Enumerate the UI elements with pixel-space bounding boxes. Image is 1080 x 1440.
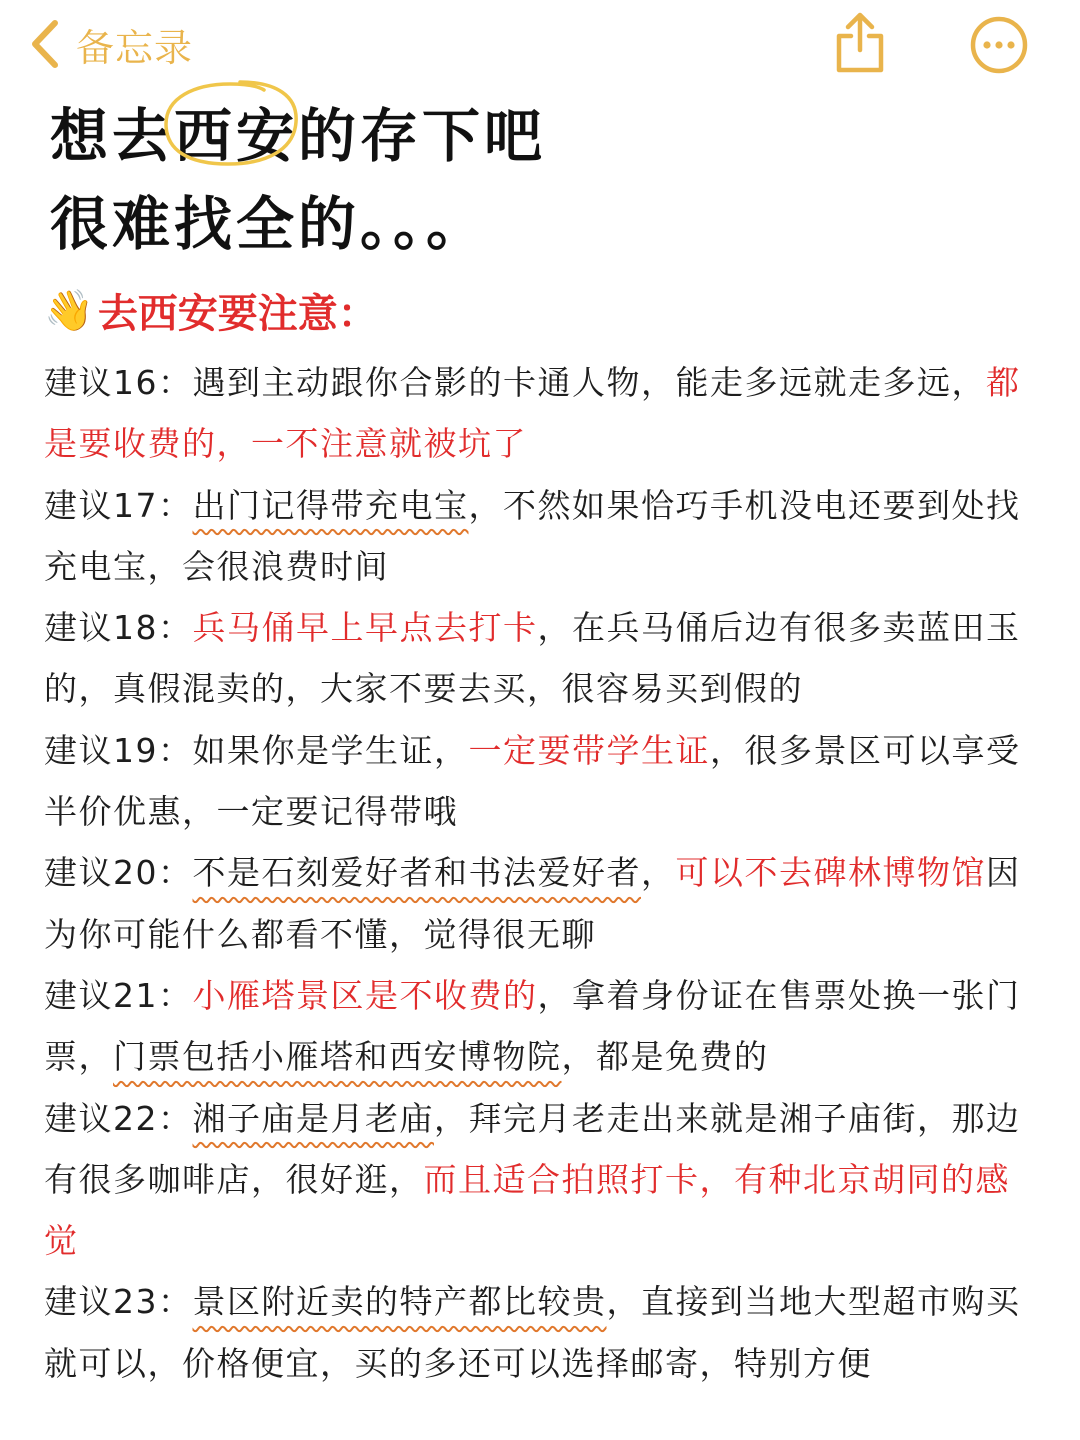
tip-label: 建议17：: [44, 485, 193, 525]
tip-highlight-red: 都是要收费的，一不注意就被坑了: [44, 363, 1021, 464]
tip-item: [44, 720, 1044, 843]
tip-highlight-underline: 不是石刻爱好者和书法爱好者: [192, 853, 641, 893]
tip-item: [44, 352, 1044, 475]
back-label: 备忘录: [76, 25, 194, 70]
tip-item: [44, 965, 1044, 1088]
tip-item: [44, 597, 1044, 720]
tip-text: ，在兵马俑后边有很多卖蓝田玉的，真假混卖的，大家不要去买，很容易买到假的: [44, 608, 1021, 709]
tip-highlight-underline: 门票包括小雁塔和西安博物院: [113, 1037, 562, 1077]
tip-text: ，拜完月老走出来就是湘子庙街，那边有很多咖啡店，很好逛，: [44, 1098, 1021, 1199]
more-icon: [968, 14, 1030, 76]
title-line-2: 很难找全的。。。: [50, 190, 489, 258]
section-heading: [44, 278, 378, 342]
share-icon: [830, 10, 890, 76]
tip-text: ，不然如果恰巧手机没电还要到处找充电宝，会很浪费时间: [44, 485, 1021, 586]
tip-highlight-underline: 出门记得带充电宝: [192, 485, 469, 525]
tip-text: ，拿着身份证在售票处换一张门票，: [44, 975, 1021, 1077]
section-heading-text: 去西安要注意：: [97, 290, 378, 337]
tips-list: [44, 352, 1044, 1394]
tip-highlight-red: 兵马俑早上早点去打卡: [192, 608, 538, 648]
tip-text: 如果你是学生证，: [192, 730, 469, 770]
tip-highlight-red: 小雁塔景区是不收费的: [192, 975, 538, 1015]
tip-label: 建议20：: [44, 853, 193, 893]
chevron-left-icon: [28, 19, 62, 69]
waving-hand-icon: 👋: [44, 287, 94, 334]
share-button[interactable]: [830, 10, 890, 76]
tip-text: ，直接到当地大型超市购买就可以，价格便宜，买的多还可以选择邮寄，特别方便: [44, 1282, 1021, 1383]
tip-label: 建议18：: [44, 608, 193, 648]
tip-label: 建议16：: [44, 363, 193, 402]
tip-item: [44, 842, 1044, 965]
tip-highlight-underline: 湘子庙是月老庙: [192, 1098, 434, 1138]
tip-item: [44, 1271, 1044, 1394]
tip-item: [44, 475, 1044, 598]
tip-label: 建议22：: [44, 1098, 193, 1138]
back-button[interactable]: [28, 14, 193, 74]
tip-text: ，: [641, 853, 676, 893]
tip-text: 因为你可能什么都看不懂，觉得很无聊: [44, 853, 1021, 954]
tip-item: [44, 1088, 1044, 1272]
tip-label: 建议23：: [44, 1282, 193, 1322]
tip-text: 遇到主动跟你合影的卡通人物，能走多远就走多远，: [192, 363, 986, 402]
tip-highlight-red: 而且适合拍照打卡，有种北京胡同的感觉: [44, 1159, 1010, 1261]
tip-highlight-red: 可以不去碑林博物馆: [675, 853, 986, 893]
more-button[interactable]: [968, 14, 1030, 76]
tip-label: 建议19：: [44, 730, 193, 770]
highlight-circle-icon: [158, 72, 308, 172]
title-line-1: 想去西安的存下吧: [50, 102, 547, 170]
tip-text: ，很多景区可以享受半价优惠，一定要记得带哦: [44, 730, 1021, 832]
tip-highlight-red: 一定要带学生证: [468, 730, 710, 770]
tip-highlight-underline: 景区附近卖的特产都比较贵: [192, 1282, 607, 1322]
tip-text: ，都是免费的: [561, 1037, 769, 1077]
tip-label: 建议21：: [44, 975, 193, 1015]
